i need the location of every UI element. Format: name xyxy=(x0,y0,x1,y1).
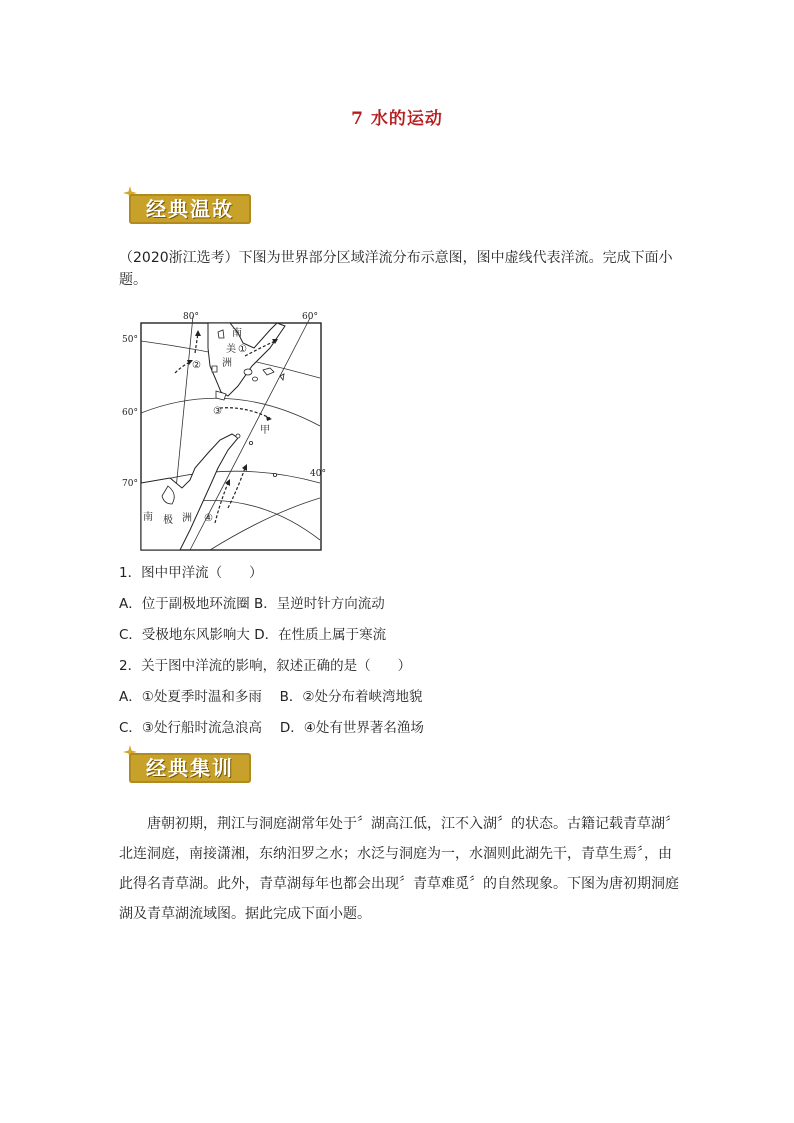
q2-stem: 2．关于图中洋流的影响，叙述正确的是（ ） xyxy=(119,658,412,674)
marker-2: ② xyxy=(192,360,201,371)
lon-80-label: 80° xyxy=(183,312,199,322)
q2-options-ab: A．①处夏季时温和多雨 B．②处分布着峡湾地貌 xyxy=(119,689,423,705)
ocean-current-map xyxy=(120,308,335,553)
page-title: 7 水的运动 xyxy=(351,109,443,129)
antarctica-label-1: 南 xyxy=(143,512,153,523)
antarctica-label-3: 洲 xyxy=(182,513,192,524)
section-banner-classic-review xyxy=(123,186,253,226)
banner-label: 经典集训 xyxy=(146,756,234,780)
marker-3: ③ xyxy=(213,406,222,417)
q1-stem: 1．图中甲洋流（ ） xyxy=(119,565,263,581)
lon-60-label: 60° xyxy=(302,312,318,322)
question-intro: （2020浙江选考）下图为世界部分区域洋流分布示意图，图中虚线代表洋流。完成下面小题。 xyxy=(119,250,673,288)
lat-50-label: 50° xyxy=(122,335,138,345)
reading-passage: 唐朝初期，荆江与洞庭湖常年处于〞湖高江低，江不入湖〞的状态。古籍记载青草湖〞北连洞庭，南接潇湘，东纳汨罗之水；水泛与洞庭为一，水涸则此湖先干，青草生焉〞，由此得名青草湖。此外，青草湖每年也都会出现〞青草难觅〞的自然现象。下图为唐初期洞庭湖及青草湖流域图。据此完成下面小题。 xyxy=(119,816,679,922)
current-jia-label: 甲 xyxy=(260,425,270,436)
q1-options-ab: A．位于副极地环流圈 B．呈逆时针方向流动 xyxy=(119,596,385,612)
antarctica-label-2: 极 xyxy=(163,515,173,526)
banner-label: 经典温故 xyxy=(146,197,234,221)
marker-4: ④ xyxy=(204,513,213,524)
south-america-label-2: 美 xyxy=(226,344,236,355)
south-america-label-1: 南 xyxy=(232,328,242,339)
lon-40-label: 40° xyxy=(310,469,326,479)
lat-60-label: 60° xyxy=(122,408,138,418)
marker-1: ① xyxy=(238,344,247,355)
q2-options-cd: C．③处行船时流急浪高 D．④处有世界著名渔场 xyxy=(119,720,424,736)
q1-options-cd: C．受极地东风影响大 D．在性质上属于寒流 xyxy=(119,627,387,643)
section-banner-classic-training xyxy=(123,745,253,785)
south-america-label-3: 洲 xyxy=(222,358,232,369)
lat-70-label: 70° xyxy=(122,479,138,489)
